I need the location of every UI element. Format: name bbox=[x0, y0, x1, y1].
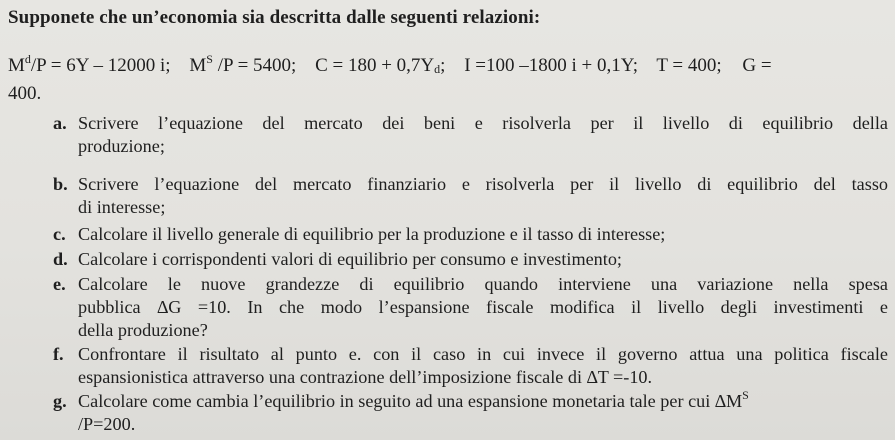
money-supply-equation: $M^S$ /P = 5400; bbox=[189, 52, 297, 76]
government-spending-value: 400. bbox=[8, 83, 42, 104]
question-marker: c. bbox=[53, 224, 66, 244]
question-f bbox=[53, 343, 888, 389]
question-marker: a. bbox=[53, 113, 67, 133]
question-text-line: espansionistica attraverso una contrazione dell’imposizione fiscale di ∆T =-10. bbox=[78, 367, 653, 387]
question-text-line: Scrivere l’equazione del mercato finanziario e risolverla per il livello di equilibrio del tasso bbox=[78, 174, 888, 194]
tax-equation: T = 400; bbox=[656, 55, 722, 76]
question-marker: f. bbox=[53, 344, 64, 364]
question-text-line: Calcolare il livello generale di equilibrio per la produzione e il tasso di interesse; bbox=[78, 224, 666, 244]
delta-ms-superscript: S bbox=[742, 388, 749, 402]
question-b bbox=[53, 173, 888, 219]
question-text-line: della produzione? bbox=[78, 320, 208, 340]
investment-equation: I =100 –1800 i + 0,1Y; bbox=[464, 55, 638, 76]
exercise-heading: Supponete che un’economia sia descritta dalle seguenti relazioni: bbox=[8, 7, 541, 28]
question-marker: g. bbox=[53, 391, 67, 411]
question-text-line: produzione; bbox=[78, 136, 165, 156]
question-text-line: di interesse; bbox=[78, 197, 166, 217]
question-e bbox=[53, 273, 888, 342]
question-text-line: /P=200. bbox=[78, 414, 136, 434]
question-c bbox=[53, 223, 888, 246]
question-d bbox=[53, 248, 888, 271]
question-text-line: Confrontare il risultato al punto e. con il caso in cui invece il governo attua una politica fiscale bbox=[78, 344, 888, 364]
question-text-line: Calcolare come cambia l’equilibrio in seguito ad una espansione monetaria tale per cui $\Delta M^S$ bbox=[78, 388, 749, 411]
question-marker: b. bbox=[53, 174, 68, 194]
question-text-line: Calcolare le nuove grandezze di equilibrio quando interviene una variazione nella spesa bbox=[78, 274, 888, 294]
government-spending-equation: G = bbox=[742, 55, 772, 76]
question-g bbox=[53, 388, 888, 436]
question-a bbox=[53, 112, 888, 158]
consumption-equation: $C = 180 + 0,7Y_d$; bbox=[315, 55, 446, 76]
model-equations bbox=[8, 52, 772, 104]
question-text-line: Scrivere l’equazione del mercato dei beni e risolverla per il livello di equilibrio della bbox=[78, 113, 888, 133]
question-marker: e. bbox=[53, 274, 66, 294]
question-text-line: pubblica ∆G =10. In che modo l’espansione fiscale modifica il livello degli investimenti e bbox=[78, 297, 888, 317]
money-demand-equation: $M^d/P = 6Y - 12000$ i; bbox=[8, 52, 171, 76]
question-text-line: Calcolare i corrispondenti valori di equilibrio per consumo e investimento; bbox=[78, 249, 622, 269]
equations-row bbox=[8, 53, 772, 79]
question-marker: d. bbox=[53, 249, 68, 269]
